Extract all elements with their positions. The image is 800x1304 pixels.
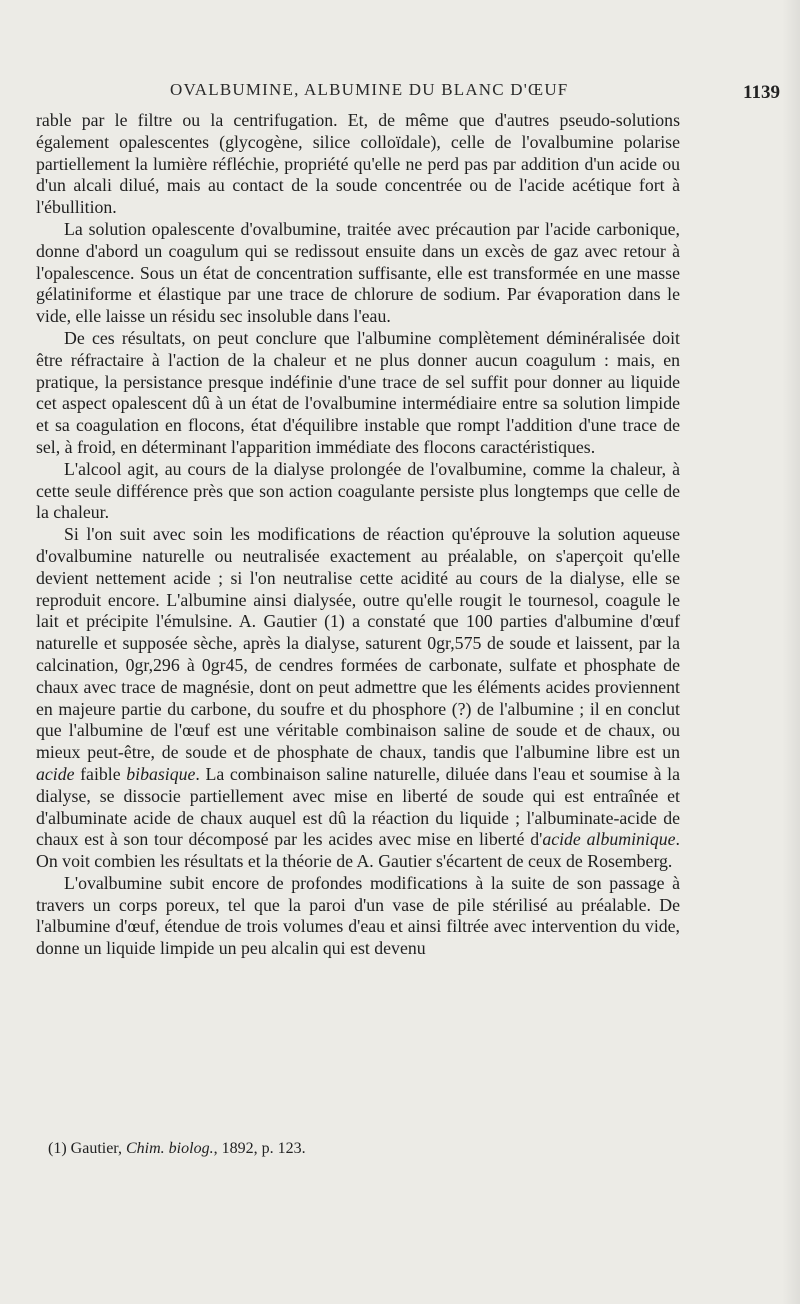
footnote-marker: (1) Gautier, [48, 1140, 122, 1157]
paragraph-text: faible [80, 763, 121, 784]
paragraph-text: Si l'on suit avec soin les modifications de réaction qu'éprouve la solution aqueuse d'ovalbumine naturelle ou neutralisée exactement au préalable, on s'aperçoit qu'elle devient nettement acide ; si l'on neutralise cette acidité au cours de la dialyse, elle se reproduit encore. L'albumine ainsi dialysée, outre qu'elle rougit le tournesol, coagule le lait et précipite l'émulsine. A. Gautier (1) a constaté que 100 parties d'albumine d'œuf naturelle et supposée sèche, après la dialyse, saturent 0gr,575 de soude et laissent, par la calcination, 0gr,296 à 0gr45, de cendres formées de carbonate, sulfate et phosphate de chaux avec trace de magnésie, dont on peut admettre que les éléments acides proviennent en majeure partie du carbone, du soufre et du phosphore (?) de l'albumine ; il en conclut que l'albumine de l'œuf est une véritable combinaison saline de soude et de chaux, ou mieux peut-être, de soude et de phosphate de chaux, tandis que l'albumine libre est un [36, 524, 680, 763]
paragraph-text: . On voit combien les résultats et la théorie de A. Gautier s'écartent de ceux de Rosemberg. [36, 829, 680, 872]
footnote [48, 1140, 688, 1158]
italic-term: acide albuminique [542, 829, 676, 850]
running-title: OVALBUMINE, ALBUMINE DU BLANC D'ŒUF [170, 80, 569, 99]
body-text [36, 110, 680, 960]
page-number: 1139 [743, 82, 780, 103]
paragraph: De ces résultats, on peut conclure que l'albumine complètement déminéralisée doit être réfractaire à l'action de la chaleur et ne plus donner aucun coagulum : mais, en pratique, la persistance presque indéfinie d'une trace de sel suffit pour donner au liquide cet aspect opalescent dû à un état de l'ovalbumine intermédiaire entre sa solution limpide et sa coagulation en flocons, état d'équilibre instable que rompt l'addition d'une trace de sel, à froid, en déterminant l'apparition immédiate des flocons caractéristiques. [36, 327, 680, 457]
page-header [40, 80, 780, 110]
paragraph [36, 524, 680, 873]
paragraph: L'alcool agit, au cours de la dialyse prolongée de l'ovalbumine, comme la chaleur, à cette seule différence près que son action coagulante persiste plus longtemps que celle de la chaleur. [36, 458, 680, 523]
italic-term: bibasique [126, 763, 196, 784]
paragraph: L'ovalbumine subit encore de profondes modifications à la suite de son passage à travers un corps poreux, tel que la paroi d'un vase de pile stérilisé au préalable. De l'albumine d'œuf, étendue de trois volumes d'eau et ainsi filtrée avec intervention du vide, donne un liquide limpide un peu alcalin qui est devenu [36, 872, 680, 959]
paragraph-text: . La combinaison saline naturelle, diluée dans l'eau et soumise à la dialyse, se dissocie partiellement avec mise en liberté de soude qui est entraînée et d'albuminate acide de chaux auquel est dû la réaction du liquide ; l'albuminate-acide de chaux est à son tour décomposé par les acides avec mise en liberté d' [36, 763, 681, 850]
paragraph: rable par le filtre ou la centrifugation. Et, de même que d'autres pseudo-solutions également opalescentes (glycogène, silice colloïdale), celle de l'ovalbumine polarise partiellement la lumière réfléchie, propriété qu'elle ne perd pas par addition d'un acide ou d'un alcali dilué, mais au contact de la soude concentrée ou de l'acide acétique fort à l'ébullition. [36, 110, 680, 218]
footnote-reference: , 1892, p. 123. [213, 1140, 306, 1157]
paragraph: La solution opalescente d'ovalbumine, traitée avec précaution par l'acide carbonique, donne d'abord un coagulum qui se redissout ensuite dans un excès de gaz avec retour à l'opalescence. Sous un état de concentration suffisante, elle est transformée en une masse gélatiniforme et élastique par une trace de chlorure de sodium. Par évaporation dans le vide, elle laisse un résidu sec insoluble dans l'eau. [36, 218, 680, 327]
page-edge-shadow [782, 0, 800, 1304]
footnote-journal: Chim. biolog. [126, 1140, 214, 1157]
italic-term: acide [36, 763, 75, 784]
